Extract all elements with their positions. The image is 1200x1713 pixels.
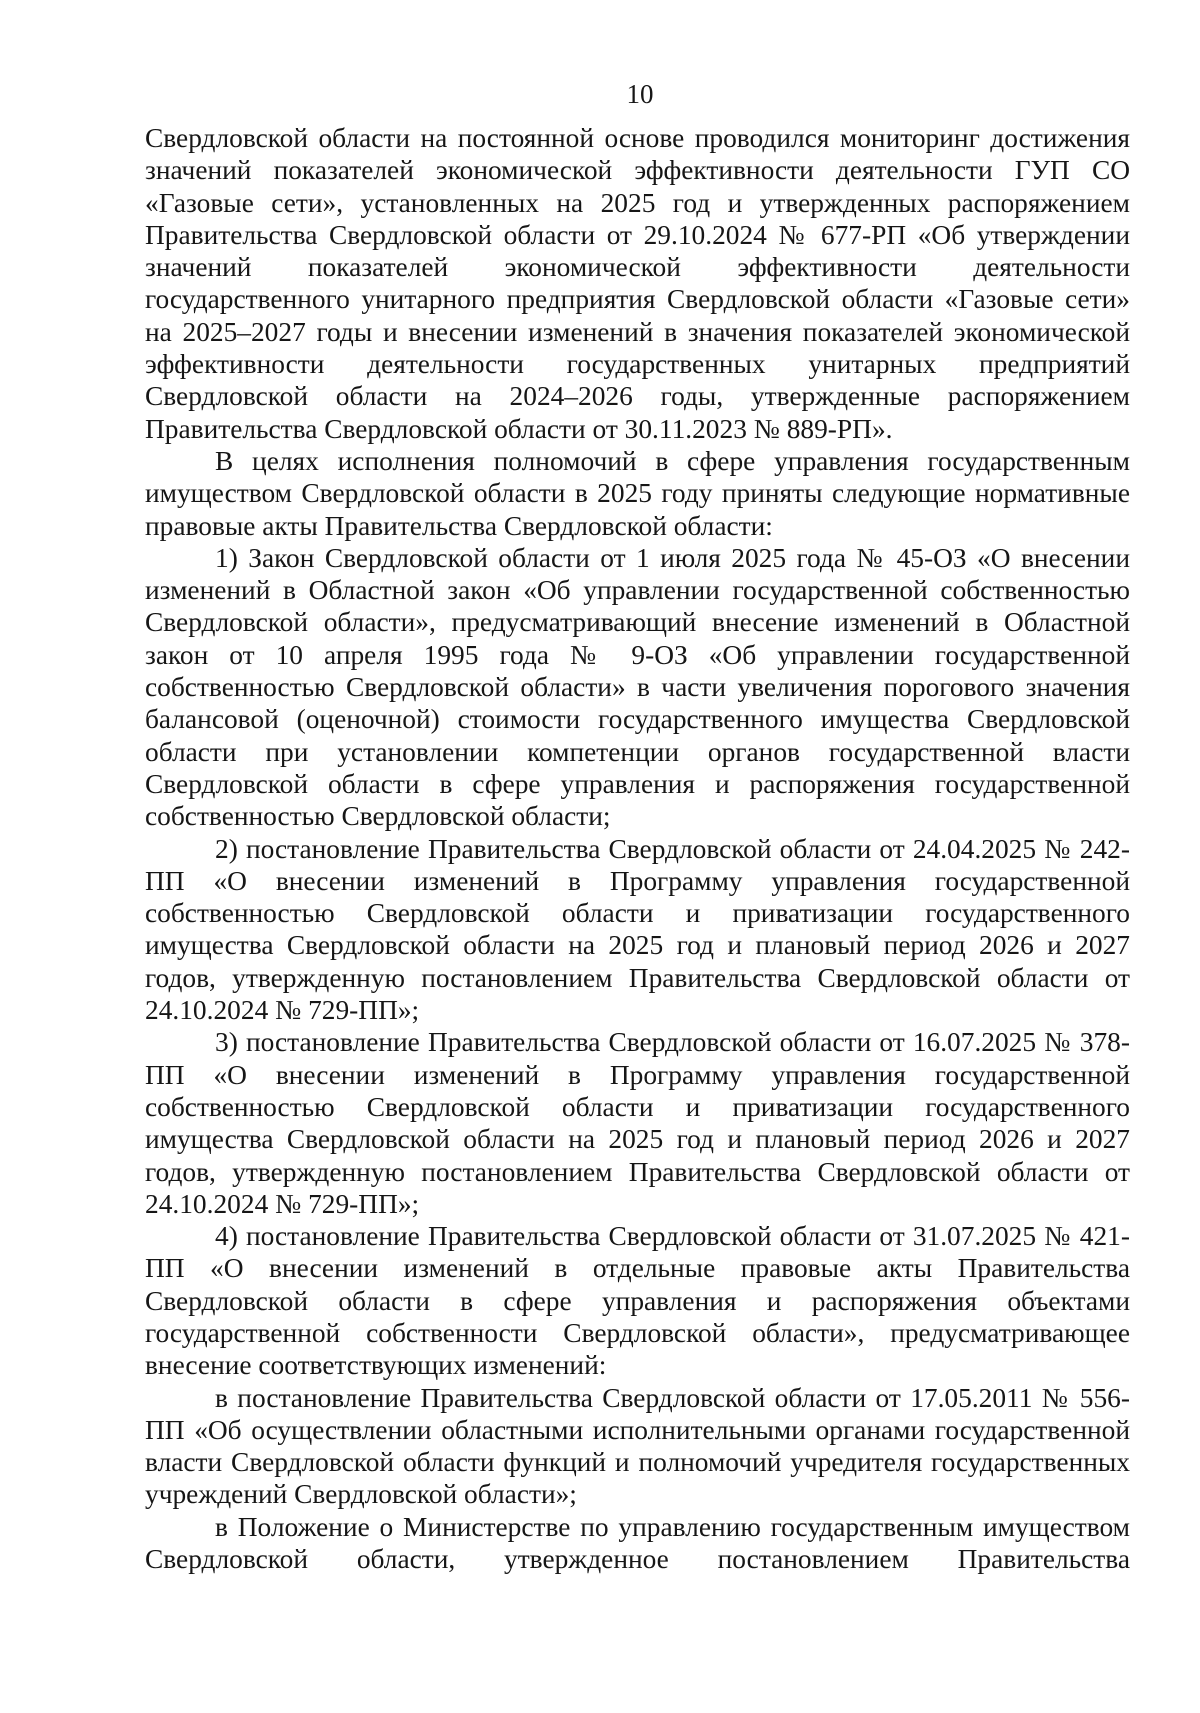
sub-item-resolution-556-pp: в постановление Правительства Свердловской области от 17.05.2011 № 556-ПП «Об осуществлении областными исполнительными органами государственной власти Свердловской области функций и полномочий учредителя государственных учреждений Свердловской области»; <box>145 1382 1130 1510</box>
paragraph-monitoring: Свердловской области на постоянной основе проводился мониторинг достижения значений показателей экономической эффективности деятельности ГУП СО «Газовые сети», установленных на 2025 год и утвержденных распоряжением Правительства Свердловской области от 29.10.2024 № 677-РП «Об утверждении значений показателей экономической эффективности деятельности государственного унитарного предприятия Свердловской области «Газовые сети» на 2025–2027 годы и внесении изменений в значения показателей экономической эффективности деятельности государственных унитарных предприятий Свердловской области на 2024–2026 годы, утвержденные распоряжением Правительства Свердловской области от 30.11.2023 № 889-РП». <box>145 123 1130 444</box>
paragraph-acts-intro: В целях исполнения полномочий в сфере управления государственным имуществом Свердловской области в 2025 году приняты следующие нормативные правовые акты Правительства Свердловской области: <box>145 445 1130 541</box>
list-item-resolution-421-pp: 4) постановление Правительства Свердловской области от 31.07.2025 № 421-ПП «О внесении изменений в отдельные правовые акты Правительства Свердловской области в сфере управления и распоряжения объектами государственной собственности Свердловской области», предусматривающее внесение соответствующих изменений: <box>145 1221 1130 1381</box>
list-item-resolution-378-pp: 3) постановление Правительства Свердловской области от 16.07.2025 № 378-ПП «О внесении изменений в Программу управления государственной собственностью Свердловской области и приватизации государственного имущества Свердловской области на 2025 год и плановый период 2026 и 2027 годов, утвержденную постановлением Правительства Свердловской области от 24.10.2024 № 729-ПП»; <box>145 1027 1130 1219</box>
list-item-resolution-242-pp: 2) постановление Правительства Свердловской области от 24.04.2025 № 242-ПП «О внесении изменений в Программу управления государственной собственностью Свердловской области и приватизации государственного имущества Свердловской области на 2025 год и плановый период 2026 и 2027 годов, утвержденную постановлением Правительства Свердловской области от 24.10.2024 № 729-ПП»; <box>145 833 1130 1026</box>
sub-item-ministry-regulation: в Положение о Министерстве по управлению государственным имуществом Свердловской области, утвержденное постановлением Правительства <box>145 1511 1130 1575</box>
document-body <box>145 122 1130 1575</box>
list-item-law-45-oz: 1) Закон Свердловской области от 1 июля 2025 года № 45-ОЗ «О внесении изменений в Областной закон «Об управлении государственной собственностью Свердловской области», предусматривающий внесение изменений в Областной закон от 10 апреля 1995 года № 9-ОЗ «Об управлении государственной собственностью Свердловской области» в части увеличения порогового значения балансовой (оценочной) стоимости государственного имущества Свердловской области при установлении компетенции органов государственной власти Свердловской области в сфере управления и распоряжения государственной собственностью Свердловской области; <box>145 542 1130 832</box>
page-number: 10 <box>626 79 654 109</box>
